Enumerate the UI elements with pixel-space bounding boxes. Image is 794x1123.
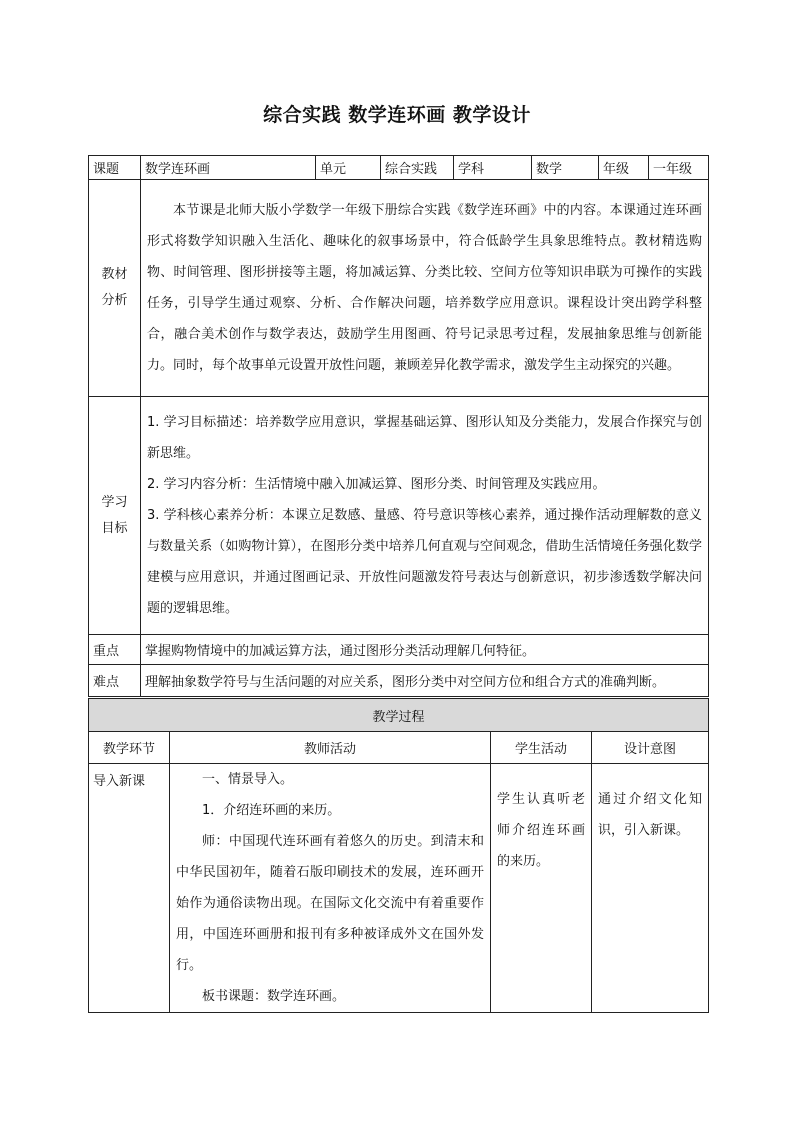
column-header-intent: 设计意图 xyxy=(592,732,709,764)
document-title: 综合实践 数学连环画 教学设计 xyxy=(263,104,531,126)
subject-value: 数学 xyxy=(532,156,599,180)
topic-label: 课题 xyxy=(89,156,141,180)
analysis-label-line2: 分析 xyxy=(101,293,128,308)
info-row xyxy=(89,156,709,180)
grade-label: 年级 xyxy=(599,156,649,180)
analysis-label xyxy=(89,180,141,397)
unit-label: 单元 xyxy=(316,156,381,180)
subject-label: 学科 xyxy=(454,156,532,180)
grade-value: 一年级 xyxy=(649,156,709,180)
objective-item-2: 2. 学习内容分析：生活情境中融入加减运算、图形分类、时间管理及实践应用。 xyxy=(147,477,606,492)
difficulty-row xyxy=(89,665,709,697)
teacher-line-2: 1．介绍连环画的来历。 xyxy=(202,803,341,818)
stage-cell: 导入新课 xyxy=(89,764,170,1013)
topic-value: 数学连环画 xyxy=(141,156,316,180)
objectives-content xyxy=(141,397,709,635)
objective-item-3: 3. 学科核心素养分析：本课立足数感、量感、符号意识等核心素养，通过操作活动理解数的意义与数量关系（如购物计算），在图形分类中培养几何直观与空间观念，借助生活情境任务强化数学建模与应用意识，并通过图画记录、开放性问题激发符号表达与创新意识，初步渗透数学解决问题的逻辑思维。 xyxy=(147,508,702,616)
process-columns-row xyxy=(89,732,709,764)
teaching-process-table xyxy=(88,698,709,1013)
difficulty-label: 难点 xyxy=(89,665,141,697)
lesson-info-table xyxy=(88,155,709,697)
column-header-teacher: 教师活动 xyxy=(170,732,491,764)
analysis-label-line1: 教材 xyxy=(101,267,128,282)
objectives-label-line2: 目标 xyxy=(101,520,128,536)
objectives-label xyxy=(89,397,141,635)
teacher-activity-cell xyxy=(170,764,491,1013)
key-point-text: 掌握购物情境中的加减运算方法，通过图形分类活动理解几何特征。 xyxy=(141,635,709,665)
column-header-student: 学生活动 xyxy=(491,732,592,764)
key-point-label: 重点 xyxy=(89,635,141,665)
objectives-row xyxy=(89,397,709,635)
process-header-row xyxy=(89,699,709,732)
teacher-line-4: 板书课题：数学连环画。 xyxy=(202,989,346,1004)
teacher-line-1: 一、情景导入。 xyxy=(202,772,294,787)
process-row-intro xyxy=(89,764,709,1013)
teacher-line-3: 师：中国现代连环画有着悠久的历史。到清末和中华民国初年，随着石版印刷技术的发展，连环画开始作为通俗读物出现。在国际文化交流中有着重要作用，中国连环画册和报刊有多种被译成外文在国外发行。 xyxy=(176,834,484,973)
process-header: 教学过程 xyxy=(89,699,709,732)
analysis-row xyxy=(89,180,709,397)
student-activity-cell: 学生认真听老师介绍连环画的来历。 xyxy=(491,764,592,1013)
key-point-row xyxy=(89,635,709,665)
design-intent-cell: 通过介绍文化知识，引入新课。 xyxy=(592,764,709,1013)
objective-item-1: 1. 学习目标描述：培养数学应用意识，掌握基础运算、图形认知及分类能力，发展合作探究与创新思维。 xyxy=(147,415,702,461)
difficulty-text: 理解抽象数学符号与生活问题的对应关系，图形分类中对空间方位和组合方式的准确判断。 xyxy=(141,665,709,697)
objectives-label-line1: 学习 xyxy=(101,494,128,510)
column-header-stage: 教学环节 xyxy=(89,732,170,764)
unit-value: 综合实践 xyxy=(381,156,454,180)
analysis-text: 本节课是北师大版小学数学一年级下册综合实践《数学连环画》中的内容。本课通过连环画形式将数学知识融入生活化、趣味化的叙事场景中，符合低龄学生具象思维特点。教材精选购物、时间管理、图形拼接等主题，将加减运算、分类比较、空间方位等知识串联为可操作的实践任务，引导学生通过观察、分析、合作解决问题，培养数学应用意识。课程设计突出跨学科整合，融合美术创作与数学表达，鼓励学生用图画、符号记录思考过程，发展抽象思维与创新能力。同时，每个故事单元设置开放性问题，兼顾差异化教学需求，激发学生主动探究的兴趣。 xyxy=(141,180,709,397)
